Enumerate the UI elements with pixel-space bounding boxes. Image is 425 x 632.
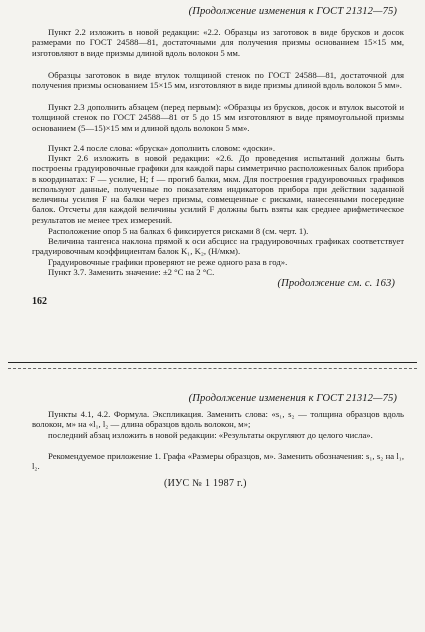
paragraph-4-1: Пункты 4.1, 4.2. Формула. Экспликация. Заменить слова: «s₁, s₂ — толщина образцов вдоль волокон, м» на «l₁, l₂ — длина образцов вдоль волокон, м»; bbox=[32, 409, 404, 430]
continued-note: (Продолжение см. с. 163) bbox=[277, 278, 395, 289]
paragraph-2-3: Пункт 2.3 дополнить абзацем (перед первым): «Образцы из брусков, досок и втулок высотой и толщиной стенок по ГОСТ 24588—81 от 5 до 15 мм изготовляют в виде прямоугольной призмы основанием (5—15)×15 мм и длиной вдоль волокон 5 мм». bbox=[32, 102, 404, 133]
paragraph-2-6: Пункт 2.6 изложить в новой редакции: «2.6. До проведения испытаний должны быть построены градуировочные графики для каждой пары симметрично расположенных балок прибора в координатах: F — усилие, Н; f — прогиб балки, мкм. Для построения градуировочных графиков используют данные, полученные по показателям индикаторов прибора при действии заданной величины усилия F на балки через призмы, совмещенные с рисками, нанесенными посередине балок. Отсчеты для каждой величины усилий F должны быть взяты как среднее арифметическое результатов не менее трех измерений. bbox=[32, 153, 404, 225]
ius-footnote: (ИУС № 1 1987 г.) bbox=[164, 478, 247, 489]
paragraph-tangent: Величина тангенса наклона прямой к оси абсцисс на градуировочных графиках соответствует градуировочным коэффициентам балок K₁, K₂, (Н/мкм). bbox=[32, 236, 404, 257]
page-divider-edge bbox=[8, 368, 417, 369]
page-divider-line bbox=[8, 362, 417, 363]
paragraph-2-2-bushings: Образцы заготовок в виде втулок толщиной стенок по ГОСТ 24588—81, достаточной для получения призмы основанием 15×15 мм, изготовляют в виде призмы длиной вдоль волокон 5 мм». bbox=[32, 70, 404, 91]
paragraph-3-7: Пункт 3.7. Заменить значение: ±2 °С на 2 °С. bbox=[48, 267, 215, 277]
page-number: 162 bbox=[32, 296, 47, 307]
top-running-header: (Продолжение изменения к ГОСТ 21312—75) bbox=[188, 6, 397, 17]
paragraph-2-4: Пункт 2.4 после слова: «бруска» дополнить словом: «доски». bbox=[48, 143, 276, 153]
paragraph-appendix: Рекомендуемое приложение 1. Графа «Размеры образцов, м». Заменить обозначения: s₁, s₂ на l₁, l₂. bbox=[32, 451, 404, 472]
paragraph-supports: Расположение опор 5 на балках 6 фиксируется рисками 8 (см. черт. 1). bbox=[48, 226, 309, 236]
paragraph-2-2: Пункт 2.2 изложить в новой редакции: «2.2. Образцы из заготовок в виде брусков и досок размерами по ГОСТ 24588—81, достаточными для получения призмы основанием 15×15 мм, изготовляют в виде призмы длиной вдоль волокон 5 мм. bbox=[32, 27, 404, 58]
paragraph-check: Градуировочные графики проверяют не реже одного раза в год». bbox=[48, 257, 288, 267]
paragraph-last-abzac: последний абзац изложить в новой редакции: «Результаты округляют до целого числа». bbox=[48, 430, 373, 440]
bottom-running-header: (Продолжение изменения к ГОСТ 21312—75) bbox=[188, 393, 397, 404]
